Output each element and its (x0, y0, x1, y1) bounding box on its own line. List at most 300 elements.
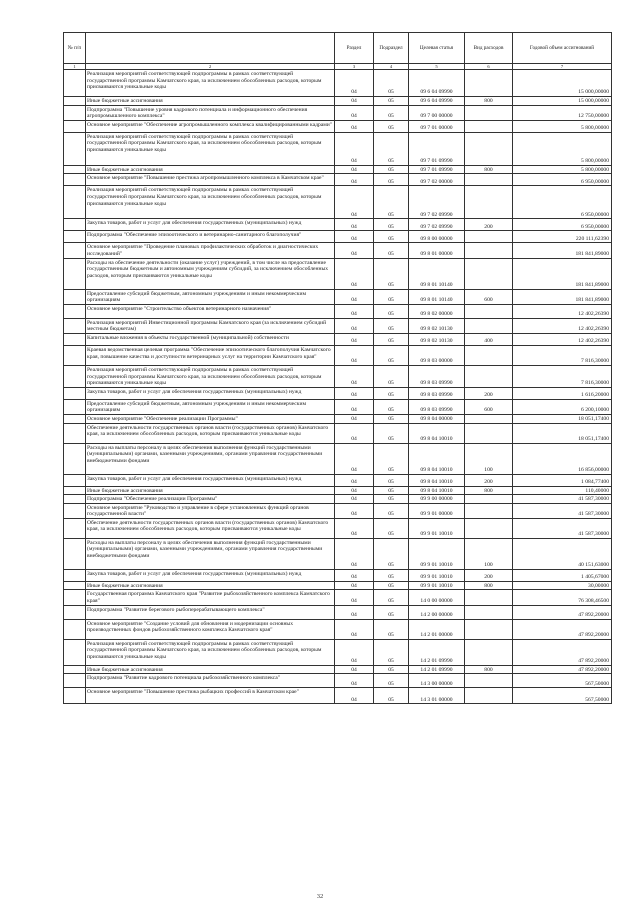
row-subsection: 05 (374, 605, 409, 619)
row-description: Подпрограмма "Повышение уровня кадрового потенциала и информационного обеспечения агропромышленного комплекса" (86, 105, 335, 120)
row-expense-type (465, 345, 513, 365)
row-description: Подпрограмма "Развитие берегового рыбоперерабатывающего комплекса" (86, 605, 335, 619)
row-section: 04 (335, 581, 374, 590)
row-subsection: 05 (374, 231, 409, 243)
table-row (64, 258, 612, 289)
row-section: 04 (335, 605, 374, 619)
row-section: 04 (335, 97, 374, 106)
row-target-article: 09 8 03 09990 (409, 365, 465, 387)
row-expense-type: 200 (465, 569, 513, 581)
row-description: Реализация мероприятий Инвестиционной программы Камчатского края (за исключением субсидий местным бюджетам) (86, 318, 335, 333)
row-section: 04 (335, 639, 374, 665)
row-section: 04 (335, 304, 374, 318)
row-section: 04 (335, 423, 374, 443)
row-section: 04 (335, 243, 374, 258)
row-expense-type (465, 365, 513, 387)
table-row (64, 423, 612, 443)
table-row (64, 365, 612, 387)
table-row (64, 619, 612, 639)
row-section: 04 (335, 219, 374, 231)
row-description: Основное мероприятие "Создание условий для обновления и модернизации основных производственных фондов рыбохозяйственного комплекса Камчатского края" (86, 619, 335, 639)
row-description: Краевая ведомственная целевая программа "Обеспечение эпизоотического благополучия Камчатского края, повышение качества и доступности ветеринарных услуг на территории Камчатского края" (86, 345, 335, 365)
row-amount: 41 587,30000 (513, 495, 612, 504)
row-amount: 15 000,00000 (513, 70, 612, 97)
budget-table (63, 32, 612, 704)
row-target-article: 09 8 04 10010 (409, 474, 465, 486)
row-section: 04 (335, 619, 374, 639)
row-section: 04 (335, 105, 374, 120)
table-body (64, 70, 612, 704)
row-subsection: 05 (374, 365, 409, 387)
row-expense-type: 800 (465, 486, 513, 495)
row-subsection: 05 (374, 333, 409, 345)
row-expense-type: 800 (465, 581, 513, 590)
row-target-article: 09 7 01 00000 (409, 120, 465, 132)
row-section: 04 (335, 495, 374, 504)
row-description: Основное мероприятие "Повышение престижа рыбацких профессий в Камчатском крае" (86, 688, 335, 704)
col-header-annual-amount: Годовой объем ассигнований (513, 33, 612, 64)
row-expense-type (465, 674, 513, 688)
row-section: 04 (335, 665, 374, 674)
row-amount: 181 841,89000 (513, 243, 612, 258)
row-description: Основное мероприятие "Руководство и управление в сфере установленных функций органов государственной власти" (86, 503, 335, 518)
col-header-number: № п/п (64, 33, 86, 64)
row-amount: 47 892,20000 (513, 605, 612, 619)
row-subsection: 05 (374, 569, 409, 581)
row-expense-type (465, 231, 513, 243)
row-number (64, 174, 86, 186)
row-description: Капитальные вложения в объекты государственной (муниципальной) собственности (86, 333, 335, 345)
row-section: 04 (335, 474, 374, 486)
table-row (64, 674, 612, 688)
row-section: 04 (335, 289, 374, 304)
row-number (64, 443, 86, 474)
row-subsection: 05 (374, 590, 409, 605)
row-section: 04 (335, 674, 374, 688)
row-number (64, 503, 86, 518)
table-row (64, 688, 612, 704)
row-description: Иные бюджетные ассигнования (86, 665, 335, 674)
row-section: 04 (335, 333, 374, 345)
row-number (64, 105, 86, 120)
row-amount: 6 950,00000 (513, 219, 612, 231)
row-number (64, 258, 86, 289)
page-number: 32 (316, 893, 324, 900)
row-amount: 5 800,00000 (513, 132, 612, 165)
table-row (64, 569, 612, 581)
row-description: Закупка товаров, работ и услуг для обеспечения государственных (муниципальных) нужд (86, 219, 335, 231)
row-amount: 30,00000 (513, 581, 612, 590)
row-number (64, 186, 86, 219)
row-target-article: 09 7 01 09990 (409, 165, 465, 174)
row-section: 04 (335, 503, 374, 518)
row-description: Обеспечение деятельности государственных органов власти (государственных органов) Камчатского края, за исключением обособленных расходов, которым присваиваются уникальные коды (86, 518, 335, 538)
table-row (64, 518, 612, 538)
row-number (64, 70, 86, 97)
row-subsection: 05 (374, 688, 409, 704)
table-row (64, 243, 612, 258)
table-row (64, 443, 612, 474)
row-subsection: 05 (374, 219, 409, 231)
table-row (64, 219, 612, 231)
row-subsection: 05 (374, 345, 409, 365)
row-subsection: 05 (374, 538, 409, 569)
row-subsection: 05 (374, 97, 409, 106)
row-description: Подпрограмма "Обеспечение реализации Программы" (86, 495, 335, 504)
row-section: 04 (335, 231, 374, 243)
row-target-article: 14 0 00 00000 (409, 590, 465, 605)
table-row (64, 105, 612, 120)
table-row (64, 538, 612, 569)
column-number-cell: 6 (465, 64, 513, 70)
table-row (64, 345, 612, 365)
row-description: Основное мероприятие "Проведение плановых профилактических обработок и диагностических исследований" (86, 243, 335, 258)
row-description: Иные бюджетные ассигнования (86, 165, 335, 174)
row-expense-type: 800 (465, 97, 513, 106)
row-expense-type (465, 503, 513, 518)
row-description: Предоставление субсидий бюджетным, автономным учреждениям и иным некоммерческим организациям (86, 399, 335, 414)
row-amount: 47 892,20000 (513, 639, 612, 665)
row-subsection: 05 (374, 243, 409, 258)
row-number (64, 486, 86, 495)
row-subsection: 05 (374, 120, 409, 132)
row-description: Реализация мероприятий соответствующей подпрограммы в рамках соответствующей государственной программы Камчатского края, за исключением обособленных расходов, которым присваиваются уникальные коды (86, 70, 335, 97)
row-section: 04 (335, 486, 374, 495)
table-row (64, 590, 612, 605)
row-subsection: 05 (374, 304, 409, 318)
row-amount: 12 750,00000 (513, 105, 612, 120)
row-subsection: 05 (374, 443, 409, 474)
row-subsection: 05 (374, 174, 409, 186)
row-target-article: 09 8 04 10010 (409, 486, 465, 495)
table-row (64, 639, 612, 665)
row-number (64, 387, 86, 399)
row-amount: 181 841,89000 (513, 289, 612, 304)
row-description: Основное мероприятие "Строительство объектов ветеринарного назначения" (86, 304, 335, 318)
row-target-article: 09 7 00 00000 (409, 105, 465, 120)
col-header-expense-type: Вид расходов (465, 33, 513, 64)
row-number (64, 538, 86, 569)
row-amount: 12 402,26390 (513, 318, 612, 333)
row-description: Закупка товаров, работ и услуг для обеспечения государственных (муниципальных) нужд (86, 387, 335, 399)
row-expense-type (465, 243, 513, 258)
row-description: Реализация мероприятий соответствующей подпрограммы в рамках соответствующей государственной программы Камчатского края, за исключением обособленных расходов, которым присваиваются уникальные коды (86, 365, 335, 387)
row-subsection: 05 (374, 258, 409, 289)
row-subsection: 05 (374, 423, 409, 443)
row-number (64, 518, 86, 538)
table-row (64, 231, 612, 243)
row-expense-type (465, 120, 513, 132)
row-expense-type: 200 (465, 387, 513, 399)
row-amount: 567,50000 (513, 674, 612, 688)
row-description: Реализация мероприятий соответствующей подпрограммы в рамках соответствующей государственной программы Камчатского края, за исключением обособленных расходов, которым присваиваются уникальные коды (86, 639, 335, 665)
row-section: 04 (335, 569, 374, 581)
row-amount: 12 402,26390 (513, 304, 612, 318)
row-number (64, 423, 86, 443)
row-target-article: 09 9 01 10010 (409, 518, 465, 538)
row-expense-type (465, 423, 513, 443)
row-subsection: 05 (374, 318, 409, 333)
table-row (64, 304, 612, 318)
table-row (64, 399, 612, 414)
row-subsection: 05 (374, 674, 409, 688)
row-description: Предоставление субсидий бюджетным, автономным учреждениям и иным некоммерческим организациям (86, 289, 335, 304)
row-number (64, 474, 86, 486)
table-row (64, 605, 612, 619)
row-amount: 15 000,00000 (513, 97, 612, 106)
table-row (64, 486, 612, 495)
column-number-cell: 4 (374, 64, 409, 70)
table-row (64, 186, 612, 219)
table-row (64, 333, 612, 345)
row-amount: 18 051,17400 (513, 414, 612, 423)
col-header-section: Раздел (335, 33, 374, 64)
row-description: Расходы на выплаты персоналу в целях обеспечения выполнения функций государственными (муниципальными) органами, казенными учреждениями, органами управления государственными внебюджетными фондами (86, 443, 335, 474)
row-amount: 5 800,00000 (513, 120, 612, 132)
row-amount: 220 111,62390 (513, 231, 612, 243)
row-description: Расходы на обеспечение деятельности (оказание услуг) учреждений, в том числе на предоставление государственным бюджетным и автономным учреждениям субсидий, за исключением обособленных расходов, которым присваиваются уникальные коды (86, 258, 335, 289)
row-number (64, 243, 86, 258)
row-description: Закупка товаров, работ и услуг для обеспечения государственных (муниципальных) нужд (86, 569, 335, 581)
row-number (64, 581, 86, 590)
column-number-cell: 1 (64, 64, 86, 70)
row-expense-type (465, 105, 513, 120)
row-description: Иные бюджетные ассигнования (86, 97, 335, 106)
table-row (64, 174, 612, 186)
row-subsection: 05 (374, 132, 409, 165)
row-section: 04 (335, 538, 374, 569)
row-subsection: 05 (374, 289, 409, 304)
row-amount: 16 856,00000 (513, 443, 612, 474)
row-number (64, 569, 86, 581)
col-header-target-article: Целевая статья (409, 33, 465, 64)
row-amount: 181 841,89000 (513, 258, 612, 289)
table-row (64, 70, 612, 97)
row-target-article: 14 3 01 00000 (409, 688, 465, 704)
row-target-article: 09 7 01 09990 (409, 132, 465, 165)
row-target-article: 09 8 02 10130 (409, 333, 465, 345)
row-amount: 12 402,26390 (513, 333, 612, 345)
row-number (64, 219, 86, 231)
row-number (64, 688, 86, 704)
row-subsection: 05 (374, 165, 409, 174)
row-number (64, 333, 86, 345)
row-section: 04 (335, 399, 374, 414)
row-section: 04 (335, 365, 374, 387)
row-section: 04 (335, 120, 374, 132)
row-amount: 1 084,77400 (513, 474, 612, 486)
table-row (64, 289, 612, 304)
row-subsection: 05 (374, 399, 409, 414)
row-section: 04 (335, 688, 374, 704)
row-section: 04 (335, 518, 374, 538)
row-section: 04 (335, 70, 374, 97)
row-subsection: 05 (374, 474, 409, 486)
row-amount: 1 616,20000 (513, 387, 612, 399)
row-number (64, 365, 86, 387)
table-row (64, 581, 612, 590)
row-subsection: 05 (374, 105, 409, 120)
row-target-article: 09 8 04 00000 (409, 414, 465, 423)
row-expense-type (465, 414, 513, 423)
row-number (64, 97, 86, 106)
row-amount: 40 151,63000 (513, 538, 612, 569)
row-target-article: 09 8 04 10010 (409, 423, 465, 443)
row-number (64, 399, 86, 414)
row-subsection: 05 (374, 503, 409, 518)
column-number-cell: 2 (86, 64, 335, 70)
row-description: Основное мероприятие "Обеспечение реализации Программы" (86, 414, 335, 423)
column-number-cell: 3 (335, 64, 374, 70)
table-row (64, 132, 612, 165)
col-header-subsection: Подраздел (374, 33, 409, 64)
row-target-article: 09 8 02 00000 (409, 304, 465, 318)
col-header-name (86, 33, 335, 64)
row-expense-type (465, 605, 513, 619)
row-expense-type: 800 (465, 665, 513, 674)
row-expense-type (465, 304, 513, 318)
row-description: Государственная программа Камчатского края "Развитие рыбохозяйственного комплекса Камчатского края" (86, 590, 335, 605)
row-number (64, 414, 86, 423)
row-target-article: 09 6 04 09990 (409, 70, 465, 97)
row-subsection: 05 (374, 387, 409, 399)
row-section: 04 (335, 258, 374, 289)
row-section: 04 (335, 318, 374, 333)
column-number-cell: 5 (409, 64, 465, 70)
table-row (64, 387, 612, 399)
row-subsection: 05 (374, 486, 409, 495)
row-target-article: 14 3 00 00000 (409, 674, 465, 688)
row-description: Расходы на выплаты персоналу в целях обеспечения выполнения функций государственными (муниципальными) органами, казенными учреждениями, органами управления государственными внебюджетными фондами (86, 538, 335, 569)
row-number (64, 639, 86, 665)
row-expense-type: 100 (465, 538, 513, 569)
row-number (64, 318, 86, 333)
row-target-article: 09 7 02 09990 (409, 219, 465, 231)
row-expense-type (465, 639, 513, 665)
row-section: 04 (335, 186, 374, 219)
row-target-article: 09 9 01 10010 (409, 569, 465, 581)
row-amount: 567,50000 (513, 688, 612, 704)
row-section: 04 (335, 414, 374, 423)
table-row (64, 120, 612, 132)
table-row (64, 414, 612, 423)
row-amount: 41 587,30000 (513, 518, 612, 538)
table-row (64, 665, 612, 674)
row-expense-type (465, 186, 513, 219)
row-number (64, 231, 86, 243)
column-number-cell: 7 (513, 64, 612, 70)
row-target-article: 14 2 01 09990 (409, 665, 465, 674)
table-row (64, 474, 612, 486)
row-amount: 6 950,00000 (513, 174, 612, 186)
row-target-article: 09 9 00 00000 (409, 495, 465, 504)
row-description: Подпрограмма "Развитие кадрового потенциала рыбохозяйственного комплекса" (86, 674, 335, 688)
row-description: Основное мероприятие "Обеспечение агропромышленного комплекса квалифицированными кадрами" (86, 120, 335, 132)
row-target-article: 09 8 01 10140 (409, 289, 465, 304)
row-target-article: 09 9 01 10010 (409, 581, 465, 590)
row-section: 04 (335, 443, 374, 474)
row-expense-type (465, 258, 513, 289)
row-target-article: 09 7 02 09990 (409, 186, 465, 219)
row-number (64, 120, 86, 132)
row-section: 04 (335, 590, 374, 605)
row-number (64, 345, 86, 365)
row-amount: 1 405,67000 (513, 569, 612, 581)
row-target-article: 09 8 01 00000 (409, 243, 465, 258)
table-row (64, 495, 612, 504)
row-subsection: 05 (374, 639, 409, 665)
row-target-article: 09 8 03 09990 (409, 387, 465, 399)
row-subsection: 05 (374, 619, 409, 639)
row-expense-type: 200 (465, 474, 513, 486)
row-expense-type (465, 174, 513, 186)
row-number (64, 605, 86, 619)
row-expense-type (465, 518, 513, 538)
row-expense-type (465, 495, 513, 504)
row-description: Реализация мероприятий соответствующей подпрограммы в рамках соответствующей государственной программы Камчатского края, за исключением обособленных расходов, которым присваиваются уникальные коды (86, 132, 335, 165)
row-expense-type (465, 318, 513, 333)
row-target-article: 09 9 01 10010 (409, 538, 465, 569)
row-number (64, 665, 86, 674)
row-target-article: 09 8 04 10010 (409, 443, 465, 474)
row-description: Подпрограмма "Обеспечение эпизоотического и ветеринарно-санитарного благополучия" (86, 231, 335, 243)
row-target-article: 14 2 01 09990 (409, 639, 465, 665)
row-description: Реализация мероприятий соответствующей подпрограммы в рамках соответствующей государственной программы Камчатского края, за исключением обособленных расходов, которым присваиваются уникальные коды (86, 186, 335, 219)
row-subsection: 05 (374, 414, 409, 423)
header-row (64, 33, 612, 64)
row-number (64, 495, 86, 504)
row-description: Иные бюджетные ассигнования (86, 486, 335, 495)
row-expense-type (465, 688, 513, 704)
row-subsection: 05 (374, 186, 409, 219)
row-amount: 41 587,30000 (513, 503, 612, 518)
row-description: Основное мероприятие "Повышение престижа агропромышленного комплекса в Камчатском крае" (86, 174, 335, 186)
row-number (64, 619, 86, 639)
row-section: 04 (335, 345, 374, 365)
row-section: 04 (335, 165, 374, 174)
row-amount: 7 816,30000 (513, 365, 612, 387)
row-subsection: 05 (374, 665, 409, 674)
row-target-article: 14 2 00 00000 (409, 605, 465, 619)
row-expense-type (465, 132, 513, 165)
row-number (64, 674, 86, 688)
row-target-article: 09 8 00 00000 (409, 231, 465, 243)
row-expense-type: 600 (465, 399, 513, 414)
row-target-article: 09 6 04 09990 (409, 97, 465, 106)
row-target-article: 09 8 03 00000 (409, 345, 465, 365)
row-expense-type: 600 (465, 289, 513, 304)
row-number (64, 289, 86, 304)
row-expense-type (465, 619, 513, 639)
row-subsection: 05 (374, 518, 409, 538)
row-expense-type (465, 70, 513, 97)
row-number (64, 165, 86, 174)
row-target-article: 09 8 02 10130 (409, 318, 465, 333)
row-expense-type: 800 (465, 165, 513, 174)
table-row (64, 503, 612, 518)
table-row (64, 318, 612, 333)
row-description: Иные бюджетные ассигнования (86, 581, 335, 590)
row-number (64, 590, 86, 605)
row-target-article: 09 8 01 10140 (409, 258, 465, 289)
row-description: Обеспечение деятельности государственных органов власти (государственных органов) Камчатского края, за исключением обособленных расходов, которым присваиваются уникальные коды (86, 423, 335, 443)
row-expense-type: 100 (465, 443, 513, 474)
row-amount: 110,40000 (513, 486, 612, 495)
row-subsection: 05 (374, 70, 409, 97)
row-target-article: 09 9 01 00000 (409, 503, 465, 518)
row-amount: 5 800,00000 (513, 165, 612, 174)
row-amount: 18 051,17400 (513, 423, 612, 443)
